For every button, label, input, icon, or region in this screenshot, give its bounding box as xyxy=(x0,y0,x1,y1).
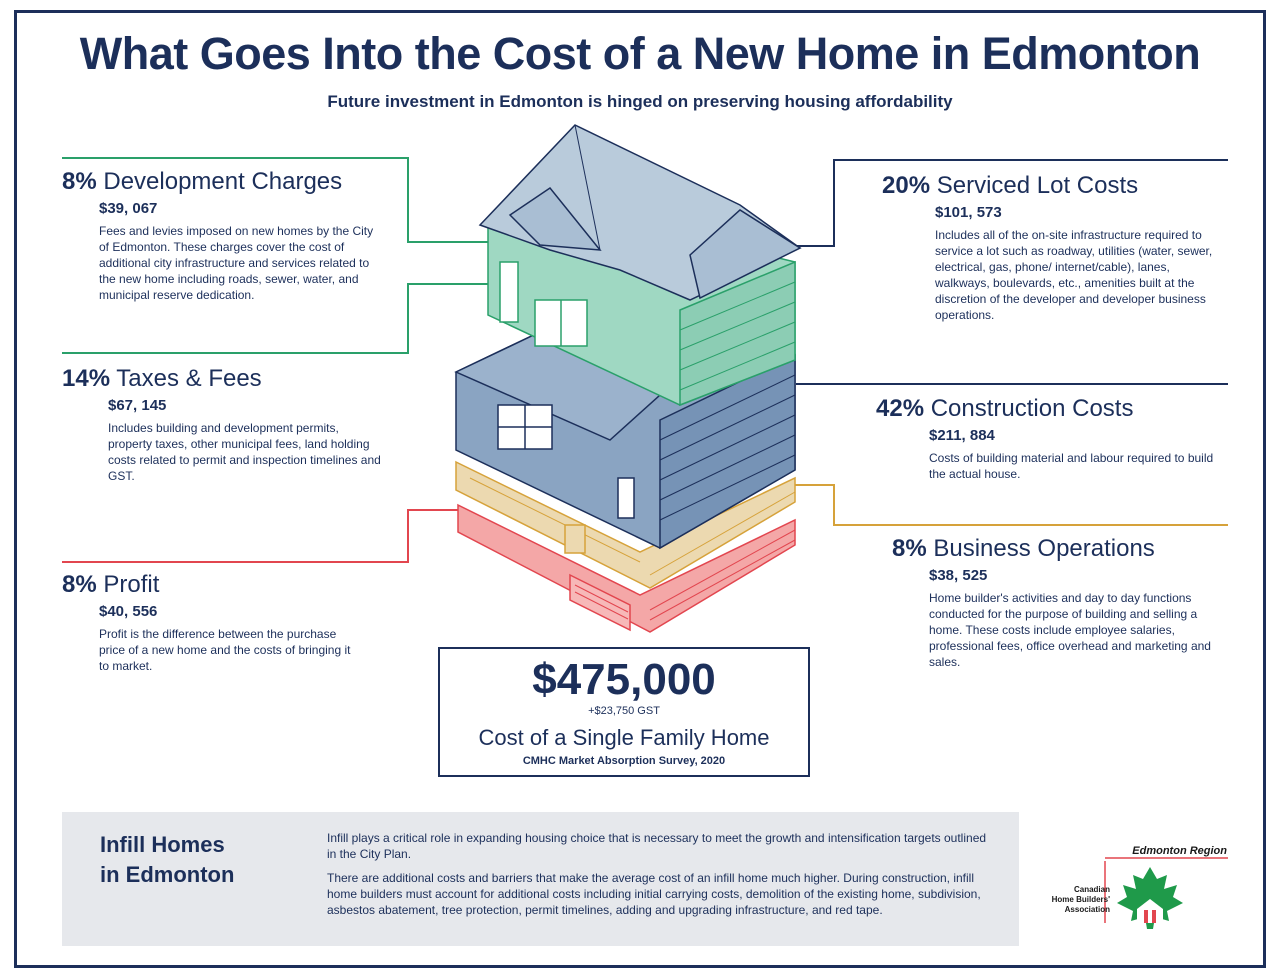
construction-percent: 42% xyxy=(876,395,925,422)
business-amount: $38, 525 xyxy=(929,567,988,584)
taxes-block xyxy=(62,365,382,484)
total-gst: +$23,750 GST xyxy=(588,705,660,717)
total-source: CMHC Market Absorption Survey, 2020 xyxy=(522,755,726,767)
construction-description: Costs of building material and labour required to build the actual house. xyxy=(929,451,1214,481)
logo-assoc-text xyxy=(1030,885,1110,915)
construction-label: Construction Costs xyxy=(930,395,1134,422)
business-heading xyxy=(892,535,1232,563)
taxes-heading xyxy=(62,365,382,393)
infill-paragraph-2: There are additional costs and barriers that make the average cost of an infill home much higher. During construction, infill home builders must account for additional costs including initial carrying costs, demolition of the existing home, subdivision, asbestos abatement, tree protection, permit timelines, adding and upgrading infrastructure, and red tape. xyxy=(327,871,981,917)
taxes-description: Includes building and development permits, property taxes, other municipal fees, land holding costs related to permit and inspection timelines and GST. xyxy=(108,421,381,483)
page-title: What Goes Into the Cost of a New Home in Edmonton xyxy=(79,28,1201,79)
development-block xyxy=(62,168,382,303)
logo-assoc-line3: Association xyxy=(1064,905,1110,914)
page-subtitle: Future investment in Edmonton is hinged on preserving housing affordability xyxy=(327,92,953,111)
construction-amount: $211, 884 xyxy=(929,427,995,444)
maple-leaf-house-icon xyxy=(1115,865,1185,931)
business-description: Home builder's activities and day to day functions conducted for the purpose of building and selling a home. These costs include employee salaries, professional fees, office overhead and marketing and sales. xyxy=(929,591,1211,669)
profit-percent: 8% xyxy=(62,571,97,598)
total-caption: Cost of a Single Family Home xyxy=(478,725,770,750)
development-heading xyxy=(62,168,382,196)
lot-heading xyxy=(882,172,1222,200)
development-amount: $39, 067 xyxy=(99,200,158,217)
total-cost-box xyxy=(438,647,810,777)
infill-panel xyxy=(62,812,1019,946)
business-label: Business Operations xyxy=(933,535,1155,562)
development-description: Fees and levies imposed on new homes by the City of Edmonton. These charges cover the cost of additional city infrastructure and services related to the new home including roads, sewer, water, and municipal reserve dedication. xyxy=(99,224,374,302)
profit-block xyxy=(62,571,362,674)
lot-percent: 20% xyxy=(882,172,931,199)
taxes-amount: $67, 145 xyxy=(108,397,167,414)
chba-logo xyxy=(1030,843,1230,933)
construction-block xyxy=(876,395,1216,482)
development-percent: 8% xyxy=(62,168,97,195)
infill-heading-line2: in Edmonton xyxy=(100,862,235,887)
infill-paragraph-1: Infill plays a critical role in expanding housing choice that is necessary to meet the growth and intensification targets outlined in the City Plan. xyxy=(327,831,987,861)
infill-heading xyxy=(100,830,300,890)
profit-heading xyxy=(62,571,362,599)
profit-label: Profit xyxy=(103,571,160,598)
profit-amount: $40, 556 xyxy=(99,603,158,620)
construction-heading xyxy=(876,395,1216,423)
logo-assoc-line1: Canadian xyxy=(1073,885,1110,894)
lot-label: Serviced Lot Costs xyxy=(936,172,1139,199)
lot-block xyxy=(882,172,1222,323)
taxes-percent: 14% xyxy=(62,365,111,392)
business-block xyxy=(892,535,1232,670)
lot-description: Includes all of the on-site infrastructure required to service a lot such as roadway, utilities (water, sewer, electrical, gas, phone/ internet/cable), lanes, walkways, boulevards, etc., amenities built at the discretion of the developer and developer business operations. xyxy=(935,228,1213,322)
business-percent: 8% xyxy=(892,535,927,562)
logo-assoc-line2: Home Builders' xyxy=(1051,895,1110,904)
total-amount: $475,000 xyxy=(532,655,716,704)
logo-region-text: Edmonton Region xyxy=(1132,845,1227,857)
development-label: Development Charges xyxy=(103,168,343,195)
lot-amount: $101, 573 xyxy=(935,204,1002,221)
infill-heading-line1: Infill Homes xyxy=(100,832,225,857)
profit-description: Profit is the difference between the purchase price of a new home and the costs of bringing it to market. xyxy=(99,627,351,673)
taxes-label: Taxes & Fees xyxy=(116,365,262,392)
